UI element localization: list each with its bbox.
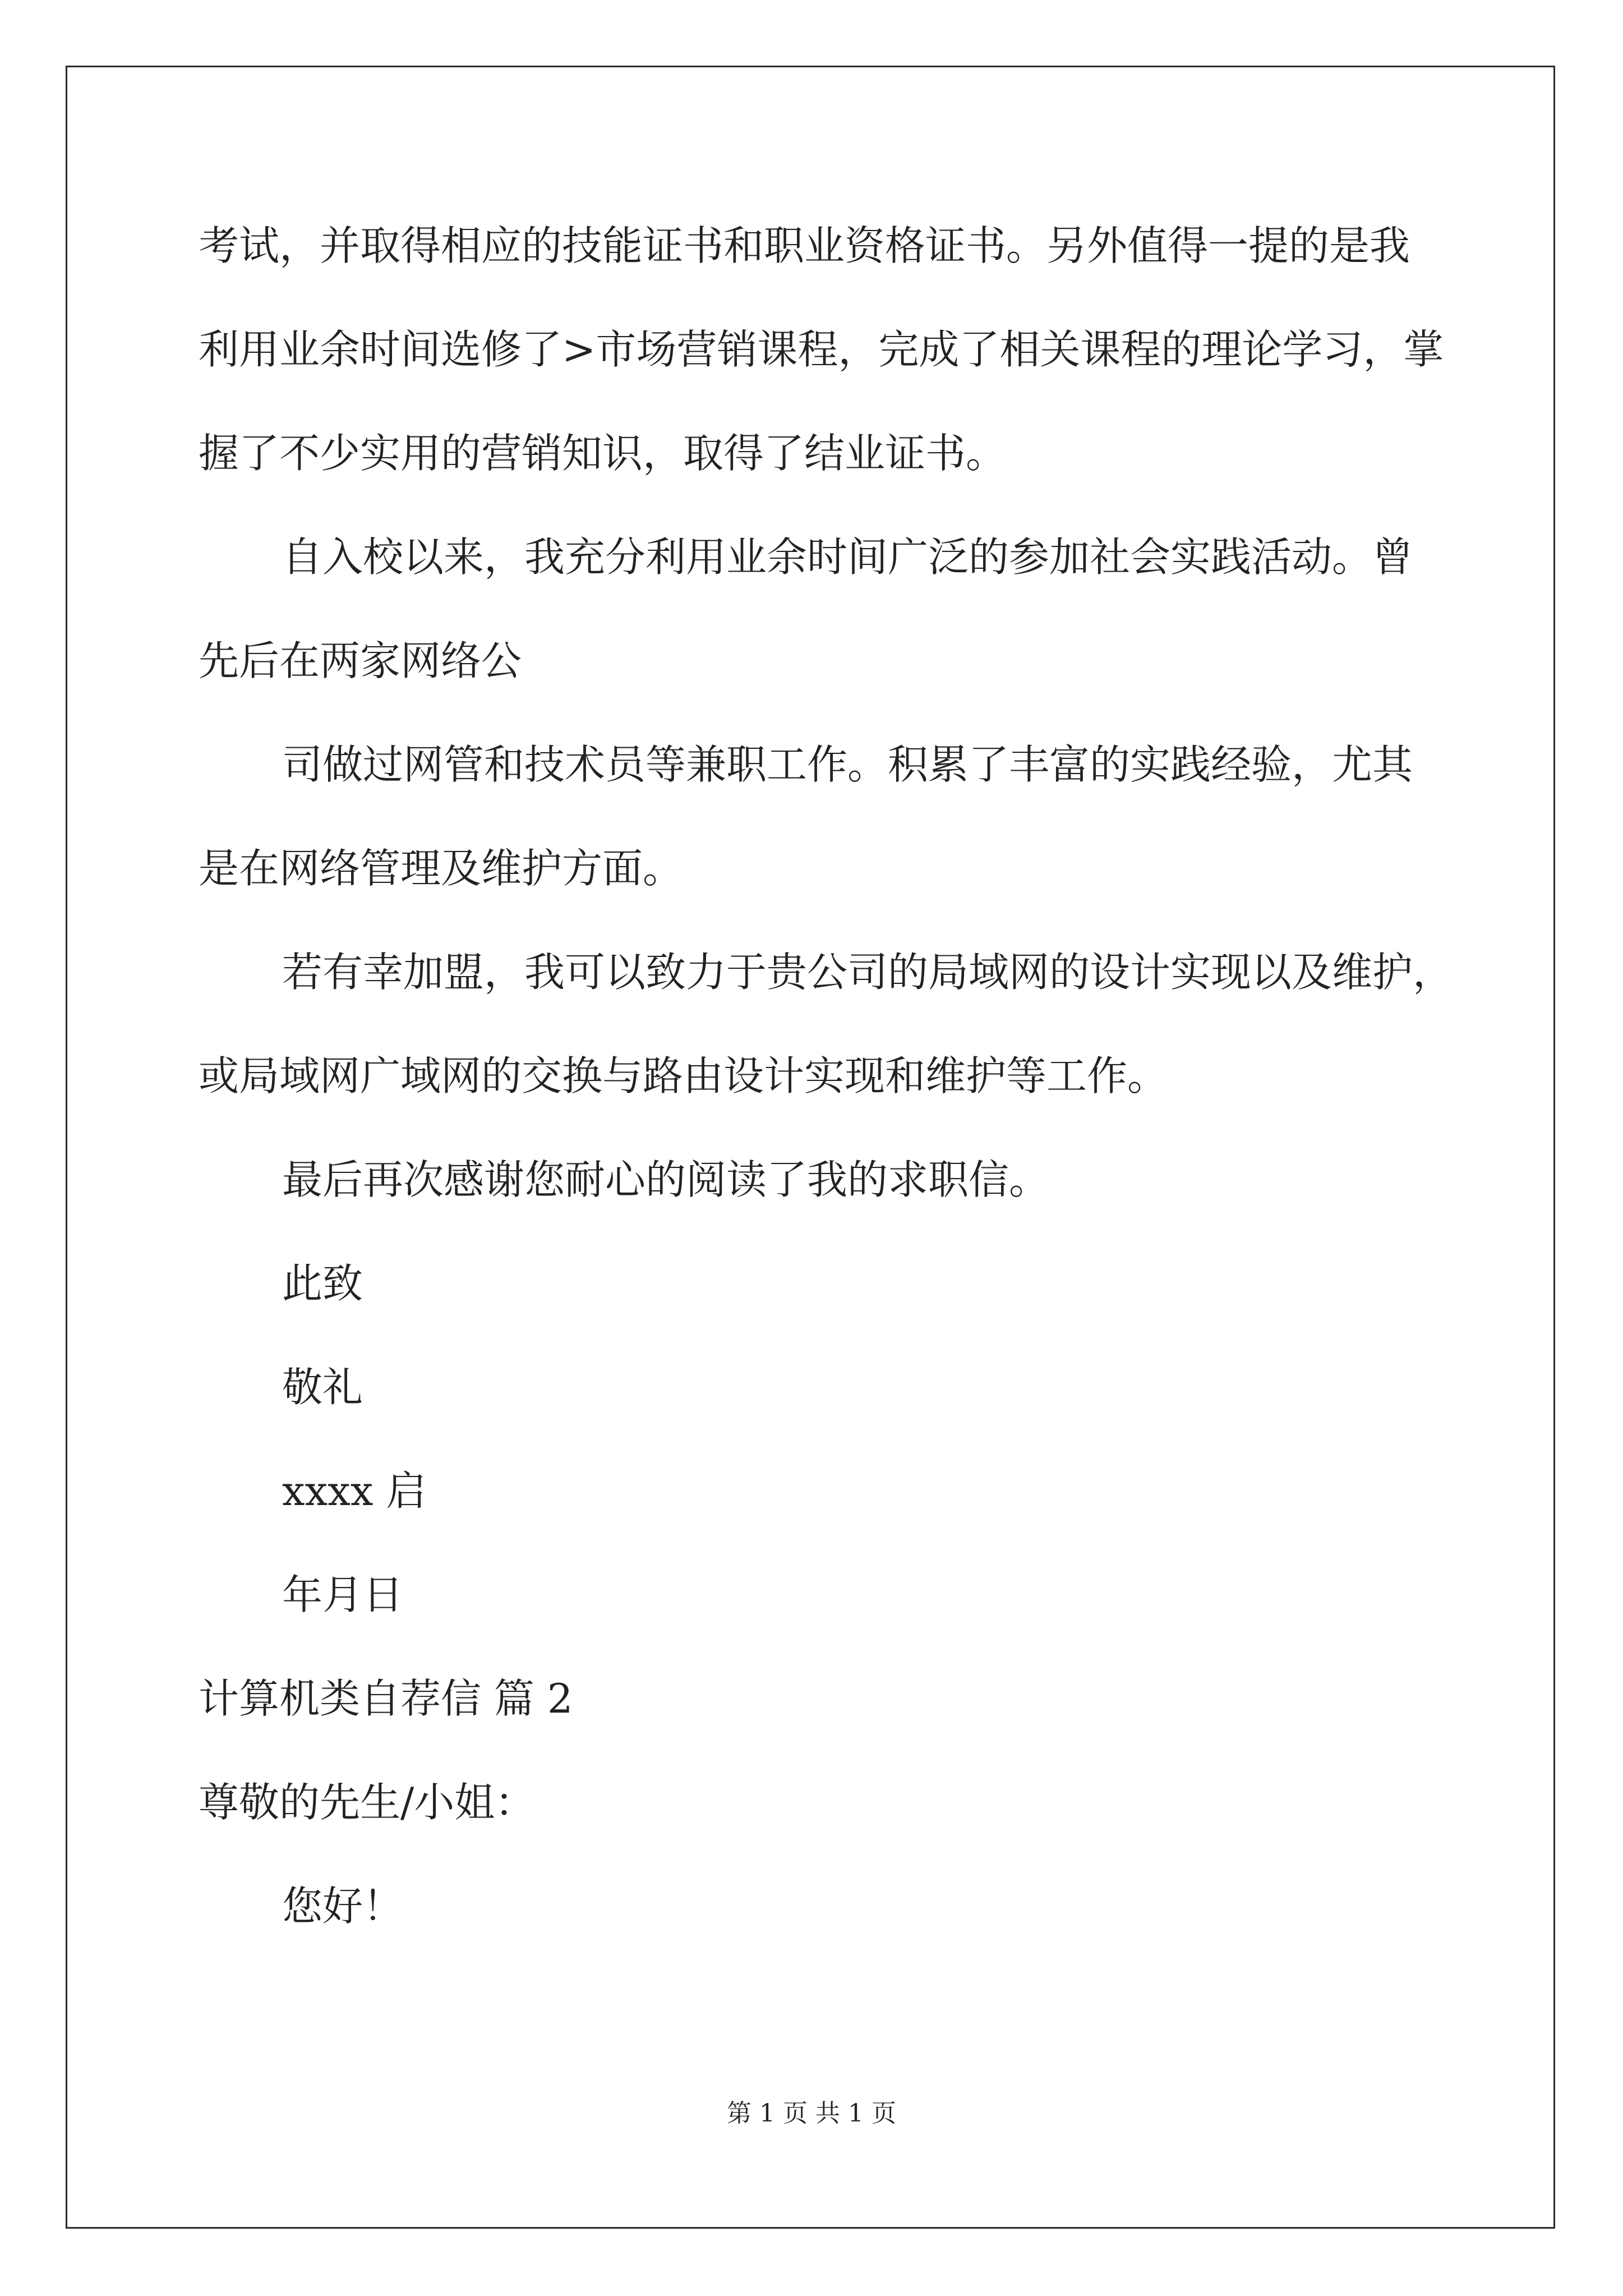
paragraph-line-2: 司做过网管和技术员等兼职工作。积累了丰富的实践经验，尤其 xyxy=(282,741,1413,788)
paragraph-line-3: 若有幸加盟，我可以致力于贵公司的局域网的设计实现以及维护， xyxy=(282,949,1454,996)
signature: xxxx 启 xyxy=(282,1467,427,1515)
closing-salutation: 此致 xyxy=(282,1260,363,1307)
body-line-6: 或局域网广域网的交换与路由设计实现和维护等工作。 xyxy=(199,1052,1168,1099)
body-line-1: 考试，并取得相应的技能证书和职业资格证书。另外值得一提的是我 xyxy=(199,222,1410,269)
page-footer: 第 1 页 共 1 页 xyxy=(727,2099,896,2128)
greeting-hello: 您好！ xyxy=(282,1883,404,1930)
body-line-4: 先后在两家网络公 xyxy=(199,637,522,684)
date-line: 年月日 xyxy=(282,1571,404,1618)
body-line-5: 是在网络管理及维护方面。 xyxy=(199,845,684,892)
closing-regards: 敬礼 xyxy=(282,1364,363,1411)
section-heading: 计算机类自荐信 篇 2 xyxy=(199,1675,573,1722)
greeting-line: 尊敬的先生/小姐： xyxy=(199,1779,536,1826)
body-line-3: 握了不少实用的营销知识，取得了结业证书。 xyxy=(199,430,1007,477)
paragraph-line-1: 自入校以来，我充分利用业余时间广泛的参加社会实践活动。曾 xyxy=(282,533,1413,581)
body-line-2: 利用业余时间选修了>市场营销课程，完成了相关课程的理论学习，掌 xyxy=(199,326,1444,373)
paragraph-line-4: 最后再次感谢您耐心的阅读了我的求职信。 xyxy=(282,1156,1050,1203)
